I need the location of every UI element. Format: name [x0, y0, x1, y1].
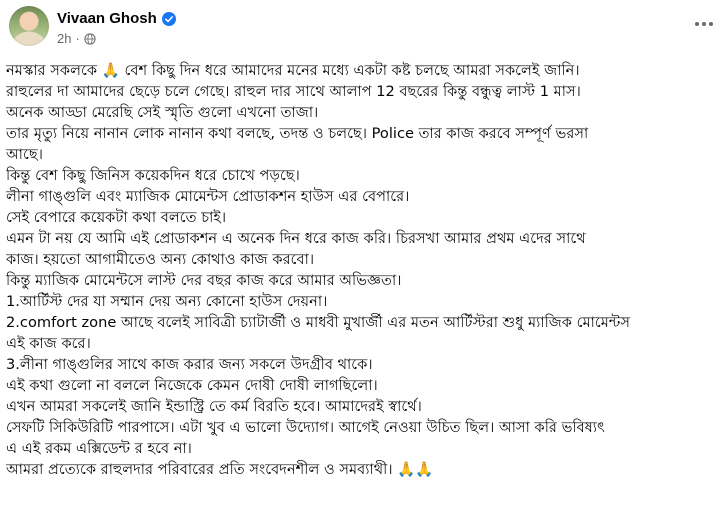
- post-meta: [57, 31, 96, 46]
- post-line: কাজ। হয়তো আগামীতেও অন্য কোথাও কাজ করবো।: [6, 251, 315, 268]
- more-options-icon: [695, 22, 713, 26]
- post-line: সেই বেপারে কয়েকটা কথা বলতে চাই।: [6, 209, 227, 226]
- post-line: এ এই রকম এক্সিডেন্ট র হবে না।: [6, 440, 192, 457]
- post-line: লীনা গাঙ্গুলি এবং ম্যাজিক মোমেন্টস প্রোডাকশন হাউস এর বেপারে।: [6, 188, 410, 205]
- post-line: আছে।: [6, 146, 43, 163]
- author-row: [57, 10, 176, 27]
- post-body: [6, 60, 722, 480]
- post-line: 2.comfort zone আছে বলেই সাবিত্রী চ্যাটার্জী ও মাধবী মুখার্জী এর মতন আর্টিস্টরা শুধু ম্যাজিক মোমেন্টস: [6, 314, 630, 331]
- post-line: অনেক আড্ডা মেরেছি সেই স্মৃতি গুলো এখনো তাজা।: [6, 104, 319, 121]
- post-header: [0, 0, 728, 56]
- post-line: সেফটি সিকিউরিটি পারপাসে। এটা খুব এ ভালো উদ্যোগ। আগেই নেওয়া উচিত ছিল। আসা করি ভবিষ্যৎ: [6, 419, 605, 436]
- avatar[interactable]: [9, 6, 49, 46]
- post-line: কিন্তু ম্যাজিক মোমেন্টসে লাস্ট দের বছর কাজ করে আমার অভিজ্ঞতা।: [6, 272, 402, 289]
- post-line: তার মৃত্যু নিয়ে নানান লোক নানান কথা বলছে, তদন্ত ও চলছে। Police তার কাজ করবে সম্পূর্ণ ভরসা: [6, 125, 589, 142]
- meta-separator: ·: [75, 31, 80, 46]
- globe-icon[interactable]: [84, 33, 96, 45]
- post-line: কিন্তু বেশ কিছু জিনিস কয়েকদিন ধরে চোখে পড়ছে।: [6, 167, 300, 184]
- post-line: নমস্কার সকলকে 🙏 বেশ কিছু দিন ধরে আমাদের মনের মধ্যে একটা কষ্ট চলছে আমরা সকলেই জানি।: [6, 62, 580, 79]
- post-line: 3.লীনা গাঙ্গুলির সাথে কাজ করার জন্য সকলে উদগ্রীব থাকে।: [6, 356, 373, 373]
- post-line: এখন আমরা সকলেই জানি ইন্ডাস্ট্রি তে কর্ম বিরতি হবে। আমাদেরই স্বার্থে।: [6, 398, 422, 415]
- more-options-button[interactable]: [688, 8, 720, 40]
- author-name[interactable]: Vivaan Ghosh: [57, 10, 157, 27]
- post-line: 1.আর্টিস্ট দের যা সম্মান দেয় অন্য কোনো হাউস দেয়না।: [6, 293, 328, 310]
- post-line: রাহুলের দা আমাদের ছেড়ে চলে গেছে। রাহুল দার সাথে আলাপ 12 বছরের কিন্তু বন্ধুত্ব লাস্ট 1 মাস।: [6, 83, 581, 100]
- verified-badge-icon: [162, 12, 176, 26]
- post-timestamp[interactable]: 2h: [57, 31, 72, 46]
- post-line: এই কাজ করে।: [6, 335, 91, 352]
- post-line: এমন টা নয় যে আমি এই প্রোডাকশন এ অনেক দিন ধরে কাজ করি। চিরসখা আমার প্রথম এদের সাথে: [6, 230, 586, 247]
- post-line: এই কথা গুলো না বললে নিজেকে কেমন দোষী দোষী লাগছিলো।: [6, 377, 378, 394]
- post-line: আমরা প্রত্যেকে রাহুলদার পরিবারের প্রতি সংবেদনশীল ও সমব্যাথী। 🙏🙏: [6, 461, 434, 478]
